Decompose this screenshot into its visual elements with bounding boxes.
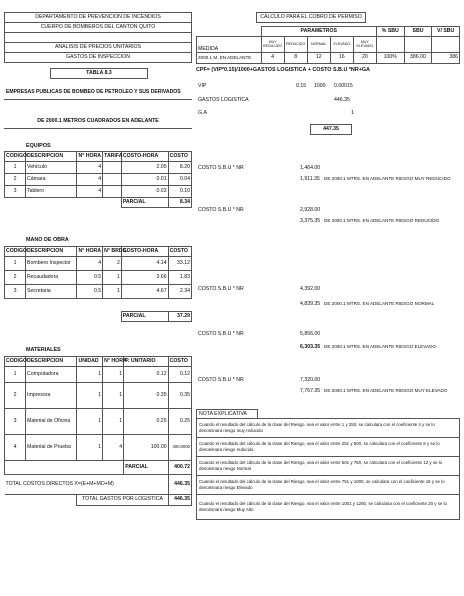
risk-label-muy-reducido: MUY REDUCIDO <box>261 37 284 53</box>
cell: 0.10 <box>168 186 191 198</box>
costo-desc: DE 2000.1 MTRS. EN ADELANTE RIESGO NORMAL <box>324 301 435 306</box>
empresas-title: EMPRESAS PUBLICAS DE BOMBEO DE PETROLEO Y SUS DERIVADOS <box>6 89 181 95</box>
total-directo-value: 446.35 <box>168 475 191 495</box>
materiales-table <box>4 356 192 506</box>
equipos-table <box>4 151 192 208</box>
cell: 0.12 <box>124 367 168 383</box>
costo-desc: DE 2000.1 MTRS. EN ADELANTE RIESGO MUY REDUCIDO <box>324 176 451 181</box>
cell: 0.03 <box>121 186 168 198</box>
cell: 8.20 <box>168 162 191 174</box>
costo-label: COSTO S.B.U * NR <box>198 286 244 292</box>
vip-label: VIP <box>198 83 207 89</box>
header-line-2: CUERPO DE BOMBEROS DEL CANTON QUITO <box>5 23 192 33</box>
mano-col-costo-hora: COSTO-HORA <box>121 247 168 257</box>
risk-label-muy-elevado: MUY ELEVADO <box>353 37 376 53</box>
vip-b: 1000 <box>314 83 326 89</box>
cell: Tablero <box>26 186 77 198</box>
cell: 1 <box>103 271 122 285</box>
cell <box>103 162 122 174</box>
nota-item: Cuando el resultado del cálculo de la clase del Riesgo, sea el valor entre 1 y 250, se calculara con el coeficiente 4 y se lo denominara riesgo muy reducido <box>197 419 460 438</box>
equipos-col-costo-hora: COSTO-HORA <box>121 152 168 162</box>
cell: Impresora <box>26 383 77 409</box>
table-row <box>5 257 192 271</box>
cell: 1 <box>103 409 124 435</box>
cell: 1 <box>103 285 122 299</box>
mano-table <box>4 246 192 322</box>
mano-parcial-value: 37.29 <box>168 312 191 322</box>
cell: 400.0000 <box>168 435 191 461</box>
mano-col-descripcion: DESCRIPCION <box>26 247 77 257</box>
cell: 0.25 <box>168 409 191 435</box>
risk-value-5: 20 <box>353 53 376 64</box>
mano-parcial-label: PARCIAL <box>121 312 168 322</box>
param-label: PARAMETROS <box>261 27 376 37</box>
table-row <box>5 271 192 285</box>
costo-v1: 5,856.00 <box>300 331 321 337</box>
medida-label: MEDIDA <box>197 37 262 53</box>
cell: 2 <box>5 174 26 186</box>
equipos-parcial-value: 8.34 <box>168 198 191 208</box>
risk-value-4: 16 <box>330 53 353 64</box>
param-table <box>196 26 460 64</box>
materiales-col-hora: N° HORA <box>103 357 124 367</box>
cell: 1 <box>5 367 26 383</box>
subtotal-value: 447.35 <box>310 124 352 135</box>
cell: 3 <box>5 409 26 435</box>
cell: Bombero Inspector <box>26 257 77 271</box>
cell: 1 <box>77 367 103 383</box>
mano-col-codigo: CODIGO <box>5 247 26 257</box>
cell: 1.83 <box>168 271 191 285</box>
costo-v1: 2,928.00 <box>300 207 321 213</box>
cell: 2 <box>5 383 26 409</box>
materiales-col-codigo: CODIGO <box>5 357 26 367</box>
cell: 4.14 <box>121 257 168 271</box>
gastos-label: GASTOS LOGISTICA <box>198 97 249 103</box>
nota-item: Cuando el resultado del cálculo de la clase del Riesgo, sea el valor entre 751 y 1000, se calculara con el coeficiente 16 y se lo denominara riesgo Elevado <box>197 476 460 495</box>
table-row <box>5 162 192 174</box>
rango-rule <box>4 128 192 129</box>
mano-col-brds: N° BRDS. <box>103 247 122 257</box>
costo-v1: 1,464.00 <box>300 165 321 171</box>
cell <box>103 186 122 198</box>
cell: 4 <box>77 257 103 271</box>
costo-desc: DE 2000.1 MTRS. EN ADELANTE RIESGO MUY ELEVADO <box>324 388 448 393</box>
costo-desc: DE 2000.1 MTRS. EN ADELANTE RIESGO REDUCIDO <box>324 218 440 223</box>
cell: 4 <box>77 174 103 186</box>
cell: 0.25 <box>124 409 168 435</box>
total-directo-label: TOTAL COSTOS DIRECTOS X=(E+M+MO+M) <box>5 475 169 495</box>
cell: Material de Oficina <box>26 409 77 435</box>
table-row <box>5 285 192 299</box>
risk-value-2: 8 <box>284 53 307 64</box>
cell <box>103 174 122 186</box>
header-table <box>4 12 192 63</box>
cell: 1 <box>77 409 103 435</box>
cell: Secretaria <box>26 285 77 299</box>
costo-label: COSTO S.B.U * NR <box>198 331 244 337</box>
cell: Material de Prueba <box>26 435 77 461</box>
costo-v2: 1,911.35 <box>300 176 320 182</box>
mano-title: MANO DE OBRA <box>26 237 69 243</box>
gastos-value: 446.35 <box>334 97 350 103</box>
mano-col-hora: N° HORA <box>77 247 103 257</box>
risk-label-elevado: ELEVADO <box>330 37 353 53</box>
cell: 1 <box>103 383 124 409</box>
materiales-col-unitario: P. UNITARIO <box>124 357 168 367</box>
nota-item: Cuando el resultado del cálculo de la clase del Riesgo, sea el valor entre 501 y 750, se calculara con el coeficiente 12 y se lo denominara riesgo Normal <box>197 457 460 476</box>
cell: 3 <box>5 285 26 299</box>
costo-v2: 7,767.35 <box>300 388 321 394</box>
table-row <box>5 383 192 409</box>
pct-value: 100% <box>376 53 404 64</box>
cell: 2 <box>103 257 122 271</box>
mano-col-costo: COSTO <box>168 247 191 257</box>
cell: 4 <box>5 435 26 461</box>
cell: 0.5 <box>77 285 103 299</box>
tabla-label: TABLA 8.3 <box>50 68 148 79</box>
cell: 0.5 <box>77 271 103 285</box>
nota-item: Cuando el resultado del cálculo de la clase del Riesgo, sea el valor entre 251 y 500, se calculara con el coeficiente 8 y se lo denominara riesgo reducido. <box>197 438 460 457</box>
materiales-parcial-value: 400.72 <box>168 461 191 475</box>
costo-v2: 4,839.35 <box>300 301 321 307</box>
costo-label: COSTO S.B.U * NR <box>198 377 244 383</box>
header-line-3 <box>5 33 192 43</box>
sbu-value: 386.00 <box>404 53 432 64</box>
cell: 1 <box>77 435 103 461</box>
cell: 1 <box>103 367 124 383</box>
rango-title: DE 2000.1 METROS CUADRADOS EN ADELANTE <box>37 118 159 124</box>
materiales-title: MATERIALES <box>26 347 61 353</box>
ga-value: 1 <box>351 110 354 116</box>
equipos-parcial-label: PARCIAL <box>121 198 168 208</box>
costo-v1: 4,392.00 <box>300 286 321 292</box>
header-line-4: ANALISIS DE PRECIOS UNITARIOS <box>5 43 192 53</box>
cell: 0.35 <box>124 383 168 409</box>
empresas-rule <box>4 99 192 100</box>
cell: 0.35 <box>168 383 191 409</box>
total-logistica-label: TOTAL GASTOS POR LOGISTICA <box>77 495 168 506</box>
cell: 0.04 <box>168 174 191 186</box>
cell: 1 <box>5 257 26 271</box>
cell: 3 <box>5 186 26 198</box>
ga-label: G.A <box>198 110 207 116</box>
col-sbu: SBU <box>404 27 432 37</box>
cell: 4 <box>77 162 103 174</box>
nota-table <box>196 418 460 520</box>
costo-label: COSTO S.B.U * NR <box>198 165 244 171</box>
equipos-col-hora: N° HORA <box>77 152 103 162</box>
materiales-col-costo: COSTO <box>168 357 191 367</box>
cell: 33.12 <box>168 257 191 271</box>
costo-v2: 3,375.35 <box>300 218 321 224</box>
header-line-5: GASTOS DE INSPECCION <box>5 53 192 63</box>
header-line-1: DEPARTAMENTO DE PREVENCION DE INCENDIOS <box>5 13 192 23</box>
equipos-col-codigo: CODIGO <box>5 152 26 162</box>
table-row <box>5 186 192 198</box>
equipos-title: EQUIPOS <box>26 143 51 149</box>
risk-value-1: 4 <box>261 53 284 64</box>
cell: 4 <box>77 186 103 198</box>
risk-label-reducido: REDUCIDO <box>284 37 307 53</box>
cell: 1 <box>77 383 103 409</box>
table-row <box>5 435 192 461</box>
table-row <box>5 367 192 383</box>
left-panel <box>4 12 192 503</box>
cell: 2.05 <box>121 162 168 174</box>
risk-value-3: 12 <box>307 53 330 64</box>
equipos-col-costo: COSTO <box>168 152 191 162</box>
materiales-col-unidad: UNIDAD <box>77 357 103 367</box>
cell: 0.12 <box>168 367 191 383</box>
costo-v1: 7,320.00 <box>300 377 321 383</box>
nota-item: Cuando el resultado del cálculo de la clase del Riesgo, sea el valor entre 1001 y 1250, se calculara con el coeficiente 20 y se lo denominara riesgo Muy Alto <box>197 495 460 520</box>
cell: Vehículo <box>26 162 77 174</box>
total-logistica-value: 446.35 <box>168 495 191 506</box>
nota-title: NOTA EXPLICATIVA <box>196 409 258 419</box>
cell: Cámara <box>26 174 77 186</box>
vip-c: 0.00015 <box>334 83 353 89</box>
cell: 3.66 <box>121 271 168 285</box>
medida-value: 2000.1 M. EN ADELANTE <box>197 53 262 64</box>
cell: 100.00 <box>124 435 168 461</box>
materiales-col-descripcion: DESCRIPCION <box>26 357 77 367</box>
formula: CPF= (VIP*0.15)/1000+GASTOS LOGISTICA + COSTO S.B.U *NR+GA <box>196 67 370 73</box>
col-sbu-pct: % SBU <box>376 27 404 37</box>
materiales-parcial-label: PARCIAL <box>124 461 168 475</box>
cell: 4 <box>103 435 124 461</box>
cell: 2 <box>5 271 26 285</box>
cell: Recaudadora <box>26 271 77 285</box>
equipos-col-tarifa: TARIFA <box>103 152 122 162</box>
cell: 2.34 <box>168 285 191 299</box>
cell: Computadora <box>26 367 77 383</box>
calc-title: CALCULO PARA EL COBRO DE PERMISO <box>256 12 366 23</box>
costo-v2: 6,303.35 <box>300 344 321 350</box>
cell: 4.67 <box>121 285 168 299</box>
table-row <box>5 174 192 186</box>
cell: 0.01 <box>121 174 168 186</box>
cell: 1 <box>5 162 26 174</box>
vsbu-value: 386 <box>432 53 460 64</box>
costo-desc: DE 2000.1 MTRS. EN ADELANTE RIESGO ELEVADO <box>324 344 436 349</box>
table-row <box>5 409 192 435</box>
vip-a: 0.15 <box>296 83 307 89</box>
col-vsbu: V/ SBU <box>432 27 460 37</box>
risk-label-normal: NORMAL <box>307 37 330 53</box>
equipos-col-descripcion: DESCRIPCION <box>26 152 77 162</box>
costo-label: COSTO S.B.U * NR <box>198 207 244 213</box>
